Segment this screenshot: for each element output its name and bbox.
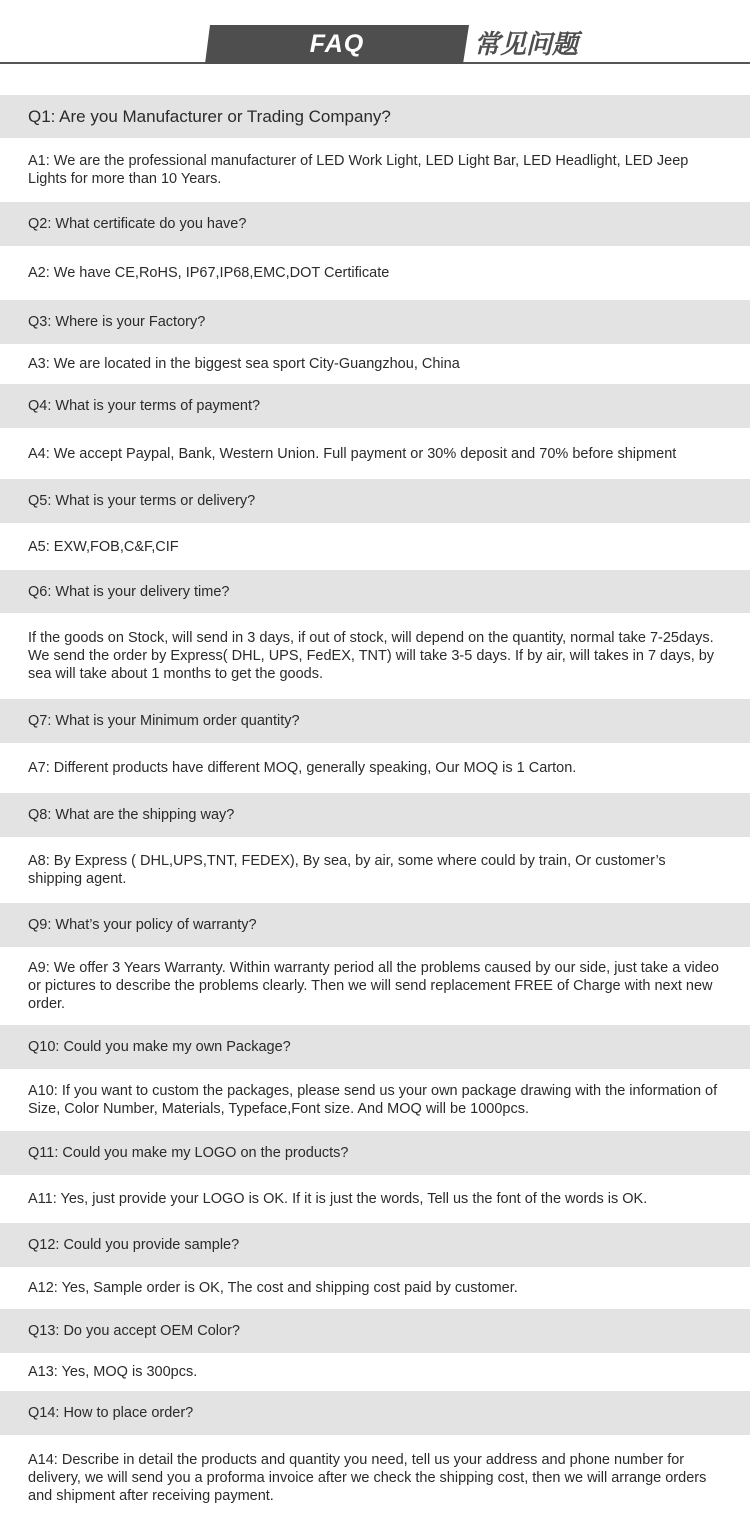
faq-answer-13 bbox=[0, 1353, 750, 1391]
faq-answer-9-text: A9: We offer 3 Years Warranty. Within warranty period all the problems caused by our side, just take a video or pictures to describe the problems clearly. Then we will send replacement FREE of Charge with next new order. bbox=[28, 960, 719, 1012]
faq-question-10: Q10: Could you make my own Package? bbox=[0, 1025, 750, 1069]
faq-answer-3-text: A3: We are located in the biggest sea sport City-Guangzhou, China bbox=[28, 356, 460, 372]
faq-answer-8-text: A8: By Express ( DHL,UPS,TNT, FEDEX), By sea, by air, some where could by train, Or customer’s shipping agent. bbox=[28, 853, 666, 887]
faq-answer-11-text: A11: Yes, just provide your LOGO is OK. If it is just the words, Tell us the font of the words is OK. bbox=[28, 1191, 648, 1207]
faq-list bbox=[0, 95, 750, 1521]
faq-answer-5-text: A5: EXW,FOB,C&F,CIF bbox=[28, 538, 179, 555]
faq-question-8: Q8: What are the shipping way? bbox=[0, 793, 750, 837]
faq-answer-14-text: A14: Describe in detail the products and quantity you need, tell us your address and phone number for delivery, we will send you a proforma invoice after we check the shipping cost, then we will arrange orders and shipment after receiving payment. bbox=[28, 1452, 707, 1504]
faq-answer-9 bbox=[0, 947, 750, 1025]
faq-answer-8 bbox=[0, 837, 750, 903]
faq-answer-13-text: A13: Yes, MOQ is 300pcs. bbox=[28, 1364, 198, 1380]
header-title-cn: 常见问题 bbox=[474, 29, 579, 59]
faq-question-1: Q1: Are you Manufacturer or Trading Company? bbox=[0, 95, 750, 138]
faq-answer-2 bbox=[0, 246, 750, 300]
faq-question-12: Q12: Could you provide sample? bbox=[0, 1223, 750, 1267]
faq-question-13: Q13: Do you accept OEM Color? bbox=[0, 1309, 750, 1353]
faq-answer-4-text: A4: We accept Paypal, Bank, Western Union. Full payment or 30% deposit and 70% before shipment bbox=[28, 445, 677, 462]
faq-answer-5 bbox=[0, 523, 750, 570]
faq-question-7: Q7: What is your Minimum order quantity? bbox=[0, 699, 750, 743]
faq-question-5: Q5: What is your terms or delivery? bbox=[0, 479, 750, 523]
faq-answer-7-text: A7: Different products have different MOQ, generally speaking, Our MOQ is 1 Carton. bbox=[28, 760, 577, 776]
faq-question-4: Q4: What is your terms of payment? bbox=[0, 384, 750, 428]
faq-answer-2-text: A2: We have CE,RoHS, IP67,IP68,EMC,DOT Certificate bbox=[28, 265, 390, 281]
header-title: FAQ bbox=[309, 30, 365, 58]
faq-answer-4 bbox=[0, 428, 750, 479]
faq-answer-1 bbox=[0, 138, 750, 202]
faq-question-9: Q9: What’s your policy of warranty? bbox=[0, 903, 750, 947]
faq-answer-6 bbox=[0, 613, 750, 699]
faq-answer-7 bbox=[0, 743, 750, 793]
faq-question-3: Q3: Where is your Factory? bbox=[0, 300, 750, 344]
faq-answer-3 bbox=[0, 344, 750, 384]
faq-answer-1-text: A1: We are the professional manufacturer of LED Work Light, LED Light Bar, LED Headlight, LED Jeep Lights for more than 10 Years. bbox=[28, 153, 689, 187]
faq-question-11: Q11: Could you make my LOGO on the products? bbox=[0, 1131, 750, 1175]
faq-answer-12 bbox=[0, 1267, 750, 1309]
faq-answer-10-text: A10: If you want to custom the packages, please send us your own package drawing with the information of Size, Color Number, Materials, Typeface,Font size. And MOQ will be 1000pcs. bbox=[28, 1083, 718, 1117]
faq-question-6: Q6: What is your delivery time? bbox=[0, 570, 750, 613]
faq-answer-14 bbox=[0, 1435, 750, 1521]
faq-answer-12-text: A12: Yes, Sample order is OK, The cost and shipping cost paid by customer. bbox=[28, 1280, 518, 1296]
faq-answer-11 bbox=[0, 1175, 750, 1223]
faq-answer-6-text: If the goods on Stock, will send in 3 days, if out of stock, will depend on the quantity, normal take 7-25days. We send the order by Express( DHL, UPS, FedEX, TNT) will take 3-5 days. If by air, will takes in 7 days, by sea will take about 1 months to get the goods. bbox=[28, 630, 715, 682]
faq-question-2: Q2: What certificate do you have? bbox=[0, 202, 750, 246]
faq-answer-10 bbox=[0, 1069, 750, 1131]
faq-header bbox=[0, 0, 750, 95]
faq-question-14: Q14: How to place order? bbox=[0, 1391, 750, 1435]
